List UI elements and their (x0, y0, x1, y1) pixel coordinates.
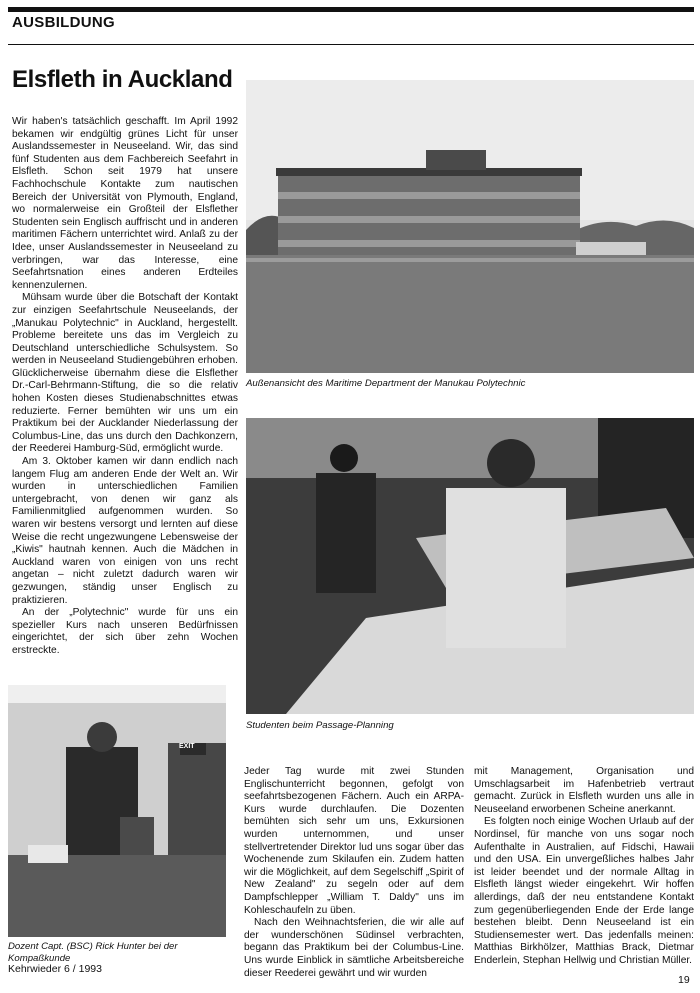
paragraph: Mühsam wurde über die Botschaft der Kontakt zur einzigen Seefahrtschule Neuseelands, der „Manukau Polytechnic" in Auckland, hergestellt. Probleme bereitete uns das im Vergleich zu Deutschland unterschiedliche Schulsystem. So werden in Neuseeland Studiengebühren erhoben. Glücklicherweise übernahm diese die Elsflether Dr.-Carl-Behrmann-Stiftung, die so die relativ hohen Kosten dieses Studienabschnittes etwas reduzierte. Ferner bemühten wir uns um ein Praktikum bei der Aucklander Niederlassung der Columbus-Line, das uns durch den Dachkonzern, der Reederei Hamburg-Süd, ermöglicht wurde. (12, 292, 238, 455)
page-number: 19 (678, 974, 690, 986)
lecturer-photo (8, 685, 226, 937)
article-column-3 (474, 766, 694, 968)
section-label: AUSBILDUNG (12, 14, 115, 31)
paragraph: Jeder Tag wurde mit zwei Stunden Englischunterricht begonnen, gefolgt von seefahrtsbezogenen Fächern. Auch ein ARPA-Kurs wurde durchlaufen. Die Dozenten bemühten sich sehr um uns, Exkursionen wurden unternommen, und unser stellvertretender Direktor lud uns sogar über das Wochenende zum Skilaufen ein. Zudem hatten wir die Möglichkeit, auf dem Segelschiff „Spirit of New Zealand" zu segeln oder auf dem Dampfschlepper „William T. Daldy" uns im Kohleschaufeln zu üben. (244, 766, 464, 916)
lecturer-photo-image (8, 685, 226, 937)
paragraph: An der „Polytechnic" wurde für uns ein spezieller Kurs nach unseren Bedürfnissen eingerichtet, der sich über zehn Wochen erstreckte. (12, 607, 238, 656)
lecturer-caption: Dozent Capt. (BSC) Rick Hunter bei der Kompaßkunde (8, 941, 178, 964)
students-caption: Studenten beim Passage-Planning (246, 720, 394, 731)
header-rule (8, 44, 694, 45)
article-title: Elsfleth in Auckland (12, 66, 233, 93)
paragraph: Es folgten noch einige Wochen Urlaub auf der Nordinsel, für manche von uns sogar noch Aufenthalte in Australien, auf Fidschi, Hawaii und den USA. Ein unvergeßliches halbes Jahr ist leider beendet und der normale Alltag in Elsfleth längst wieder eingekehrt. Wir hoffen allerdings, daß der neu entstandene Kontakt zum gegenüberliegenden Ende der Erde lange bestehen bleibt. Denn Neuseeland ist ein Studiensemester wert. Das jedenfalls meinen: Matthias Birkhölzer, Matthias Brack, Dietmar Enderlein, Stephan Hellwig und Christian Müller. (474, 816, 694, 966)
students-photo-image (246, 418, 694, 714)
top-rule (8, 7, 694, 12)
building-photo (246, 80, 694, 373)
article-column-1 (12, 116, 238, 658)
students-photo (246, 418, 694, 714)
building-photo-image (246, 80, 694, 373)
paragraph: mit Management, Organisation und Umschlagsarbeit im Hafenbetrieb vertraut gemacht. Zurück in Elsfleth wurden uns alle in Neuseeland erworbenen Scheine anerkannt. (474, 766, 694, 815)
article-column-2 (244, 766, 464, 980)
building-caption: Außenansicht des Maritime Department der Manukau Polytechnic (246, 378, 526, 389)
paragraph: Am 3. Oktober kamen wir dann endlich nach langem Flug am anderen Ende der Welt an. Wir wurden in unterschiedlichen Familien untergebracht, von denen wir ganz als Familienmitglied aufgenommen wurden. So waren wir bestens versorgt und lernten auf diese Weise die recht ungezwungene Lebensweise der „Kiwis" hautnah kennen. Auch die Mädchen in Auckland waren von einigen von uns recht angetan – nicht zuletzt dadurch waren wir gezwungen, ständig unser Englisch zu praktizieren. (12, 456, 238, 606)
exit-sign: EXIT (179, 743, 195, 750)
paragraph: Nach den Weihnachtsferien, die wir alle auf der wunderschönen Südinsel verbrachten, begann das Praktikum bei der Columbus-Line. Uns wurde Einblick in sämtliche Arbeitsbereiche dieser Reederei gewährt und wir wurden (244, 917, 464, 979)
publication-footer: Kehrwieder 6 / 1993 (8, 963, 102, 975)
paragraph: Wir haben's tatsächlich geschafft. Im April 1992 bekamen wir endgültig grünes Licht für unser Auslandssemester in Neuseeland. Wir, das sind fünf Studenten aus dem Fachbereich Seefahrt in Elsfleth. Schon seit 1979 hat unsere Fachhochschule Kontakte zum nautischen Bereich der Universität von Plymouth, England, wo normalerweise ein Großteil der Elsflether Studenten sein Englisch auffrischt und in anderen maritimen Fächern unterrichtet wird. Anlaß zu der Idee, unser Auslandssemester in Neuseeland zu verbringen, war das Interesse, eine Seefahrtsnation eines anderen Erdteiles kennenzulernen. (12, 116, 238, 291)
